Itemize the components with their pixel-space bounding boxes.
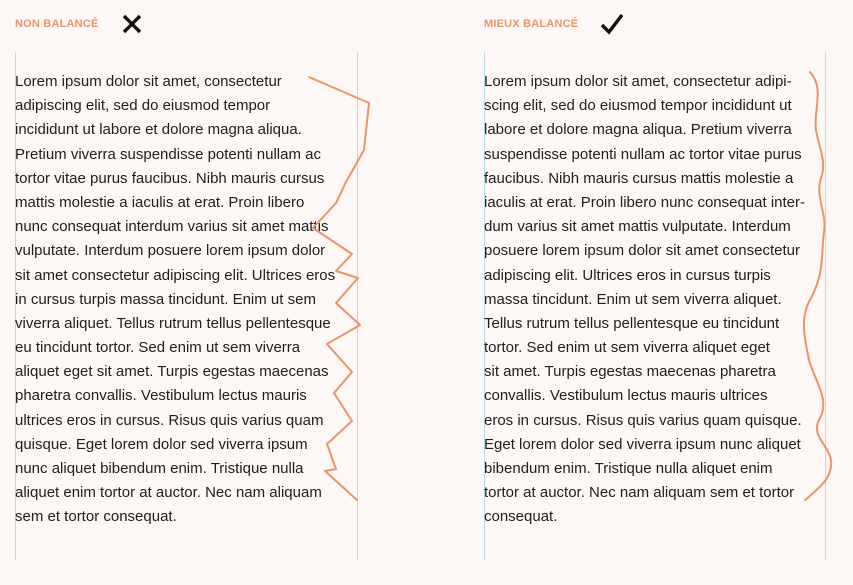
paragraph-line: iaculis at erat. Proin libero nunc consequat inter- [484, 193, 806, 211]
paragraph-line: Lorem ipsum dolor sit amet, consectetur [15, 73, 282, 90]
balanced-panel [469, 0, 853, 585]
balanced-rag-outline [469, 0, 853, 585]
unbalanced-rag-line [309, 77, 369, 500]
paragraph-line: suspendisse potenti nullam ac tortor vitae purus [484, 145, 802, 163]
paragraph-line: pharetra convallis. Vestibulum lectus mauris [15, 387, 307, 405]
paragraph-line: tortor vitae purus faucibus. Nibh mauris cursus [15, 169, 325, 187]
paragraph-line: Lorem ipsum dolor sit amet, consectetur adipi- [484, 73, 792, 90]
paragraph-line: consequat. [484, 508, 558, 526]
paragraph-line: mattis molestie a iaculis at erat. Proin libero [15, 193, 305, 211]
paragraph-line: bibendum enim. Tristique nulla aliquet enim [484, 460, 773, 477]
paragraph-line: massa tincidunt. Enim ut sem viverra aliquet. [484, 290, 782, 308]
paragraph-line: adipiscing elit. Ultrices eros in cursus turpis [484, 266, 771, 284]
paragraph-line: scing elit, sed do eiusmod tempor incididunt ut [484, 97, 792, 115]
paragraph-line: tortor at auctor. Nec nam aliquam sem et tortor [484, 484, 795, 502]
paragraph-line: in cursus turpis massa tincidunt. Enim ut sem [15, 290, 316, 308]
paragraph-line: nunc aliquet bibendum enim. Tristique nulla [15, 460, 304, 477]
paragraph-line: viverra aliquet. Tellus rutrum tellus pellentesque [15, 314, 331, 332]
paragraph-line: Eget lorem dolor sed viverra ipsum nunc aliquet [484, 435, 801, 453]
paragraph-line: sit amet. Turpis egestas maecenas pharetra [484, 363, 776, 381]
paragraph-line: posuere lorem ipsum dolor sit amet consectetur [484, 242, 800, 260]
paragraph-line: eros in cursus. Risus quis varius quam quisque. [484, 411, 802, 429]
balanced-rag-line [804, 72, 831, 500]
paragraph-line: dum varius sit amet mattis vulputate. Interdum [484, 218, 791, 236]
unbalanced-rag-outline [0, 0, 420, 585]
paragraph-line: convallis. Vestibulum lectus mauris ultrices [484, 387, 768, 405]
paragraph-line: sit amet consectetur adipiscing elit. Ultrices eros [15, 266, 336, 284]
unbalanced-label: NON BALANCÉ [15, 18, 99, 30]
paragraph-line: sem et tortor consequat. [15, 508, 177, 526]
paragraph-line: eu tincidunt tortor. Sed enim ut sem viverra [15, 339, 301, 357]
paragraph-line: quisque. Eget lorem dolor sed viverra ipsum [15, 435, 308, 453]
paragraph-line: aliquet enim tortor at auctor. Nec nam aliquam [15, 484, 322, 502]
paragraph-line: Tellus rutrum tellus pellentesque eu tincidunt [484, 314, 780, 332]
paragraph-line: nunc consequat interdum varius sit amet mattis [15, 218, 329, 236]
paragraph-line: ultrices eros in cursus. Risus quis varius quam [15, 411, 324, 429]
paragraph-line: labore et dolore magna aliqua. Pretium viverra [484, 121, 792, 139]
balanced-label: MIEUX BALANCÉ [484, 18, 579, 30]
paragraph-line: vulputate. Interdum posuere lorem ipsum dolor [15, 242, 326, 260]
paragraph-line: tortor. Sed enim ut sem viverra aliquet eget [484, 339, 770, 357]
paragraph-line: adipiscing elit, sed do eiusmod tempor [15, 97, 271, 115]
paragraph-line: faucibus. Nibh mauris cursus mattis molestie a [484, 169, 794, 187]
paragraph-line: Pretium viverra suspendisse potenti nullam ac [15, 145, 321, 163]
paragraph-line: aliquet eget sit amet. Turpis egestas maecenas [15, 363, 329, 381]
unbalanced-panel [0, 0, 420, 585]
paragraph-line: incididunt ut labore et dolore magna aliqua. [15, 121, 302, 139]
